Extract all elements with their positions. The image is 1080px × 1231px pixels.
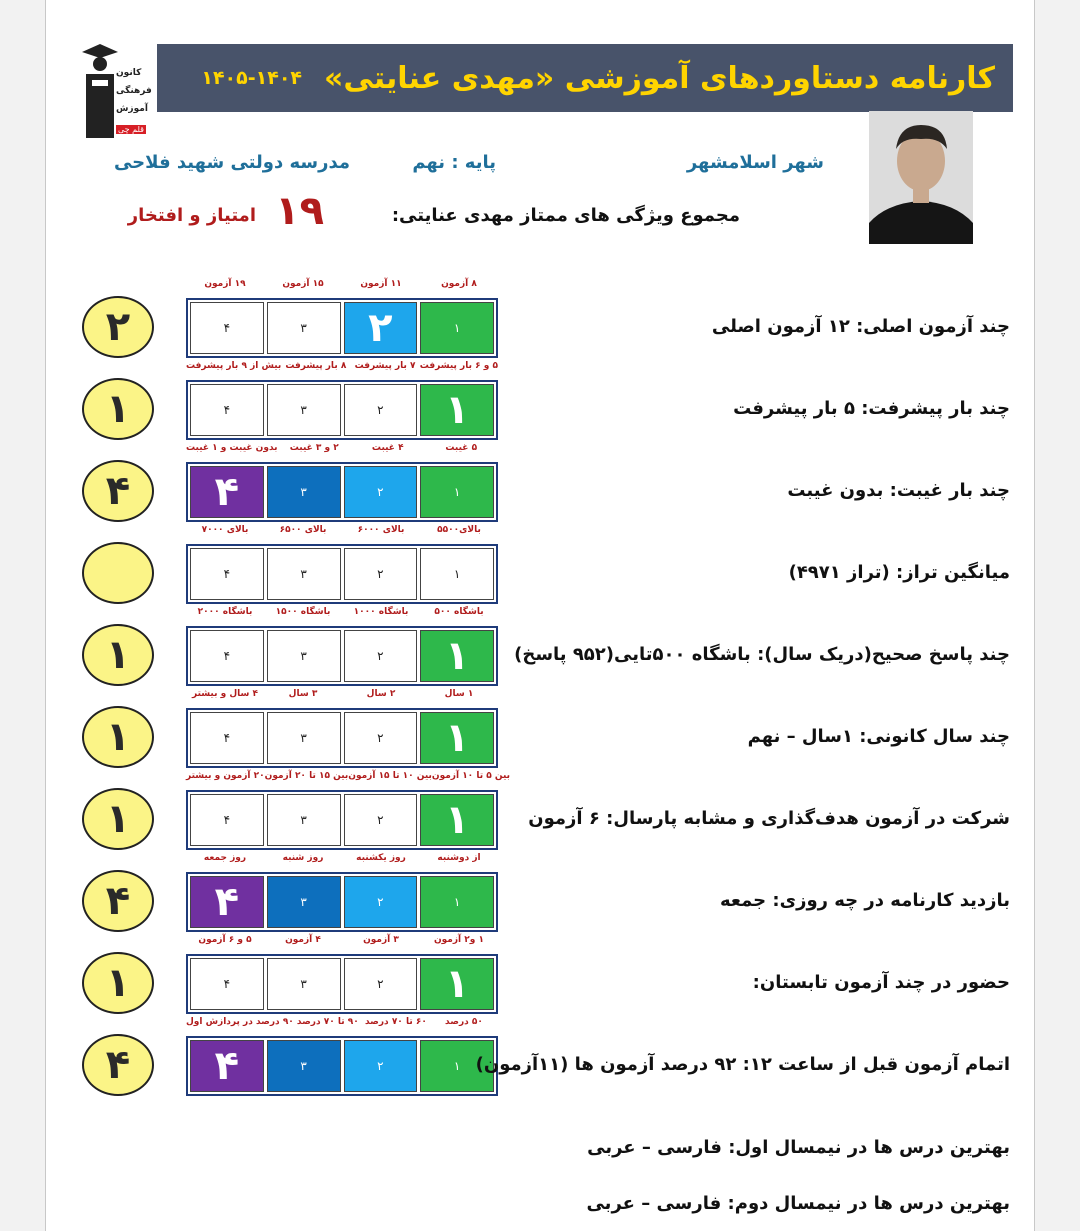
level-cell: ۲ — [344, 466, 418, 518]
level-cell: ۳ — [267, 1040, 341, 1092]
range-label: از دوشنبه — [437, 853, 481, 863]
level-cell: ۴ — [190, 794, 264, 846]
question-label: شرکت در آزمون هدف‌گذاری و مشابه پارسال: ۶ آزمون — [528, 808, 1010, 829]
row-range-labels — [186, 853, 498, 869]
question-label: چند بار پیشرفت: ۵ بار پیشرفت — [733, 398, 1010, 419]
range-label: بالای ۷۰۰۰ — [201, 525, 249, 535]
right-margin — [1034, 0, 1080, 1231]
range-label: بالای۵۵۰۰ — [437, 525, 481, 535]
row-range-labels — [186, 607, 498, 623]
level-cell: ۱ — [420, 712, 494, 764]
range-label: ۵ و ۶ آزمون — [198, 935, 252, 945]
range-label: ۵ و ۶ بار پیشرفت — [419, 361, 498, 371]
question-label: حضور در چند آزمون تابستان: — [752, 972, 1010, 993]
level-cell: ۱ — [420, 876, 494, 928]
level-grid — [186, 298, 498, 358]
level-cell: ۴ — [190, 1040, 264, 1092]
level-cell: ۲ — [344, 712, 418, 764]
range-label: باشگاه ۱۵۰۰ — [275, 607, 331, 617]
score-circle: ۴ — [82, 460, 154, 522]
score-circle: ۱ — [82, 788, 154, 850]
level-cell: ۱ — [420, 630, 494, 682]
row-range-labels — [186, 361, 498, 377]
range-label: ۹۰ تا ۷۰ درصد — [296, 1017, 359, 1027]
best-subjects-first-term: بهترین درس ها در نیمسال اول: فارسی – عربی — [587, 1137, 1010, 1158]
level-cell: ۲ — [344, 958, 418, 1010]
range-label: بین ۵ تا ۱۰ آزمون — [431, 771, 511, 781]
level-cell: ۴ — [190, 876, 264, 928]
range-label: بالای ۶۵۰۰ — [279, 525, 327, 535]
score-circle: ۲ — [82, 296, 154, 358]
level-cell: ۴ — [190, 302, 264, 354]
level-cell: ۳ — [267, 466, 341, 518]
academic-years: ۱۴۰۵-۱۴۰۴ — [201, 67, 303, 89]
school-label: مدرسه دولتی شهید فلاحی — [113, 152, 350, 173]
range-label: ۲۰ آزمون و بیشتر — [186, 771, 265, 781]
level-cell: ۱ — [420, 1040, 494, 1092]
level-cell: ۳ — [267, 548, 341, 600]
row-range-labels — [186, 771, 511, 787]
level-cell: ۴ — [190, 712, 264, 764]
level-grid — [186, 1036, 498, 1096]
student-photo — [869, 111, 973, 244]
level-cell: ۲ — [344, 548, 418, 600]
range-label: بیش از ۹ بار پیشرفت — [186, 361, 282, 371]
score-circle: ۱ — [82, 706, 154, 768]
range-label: ۸ بار پیشرفت — [285, 361, 347, 371]
score-circle: ۱ — [82, 378, 154, 440]
level-cell: ۲ — [344, 876, 418, 928]
level-cell: ۴ — [190, 384, 264, 436]
range-label: ۳ سال — [288, 689, 318, 699]
level-cell: ۲ — [344, 794, 418, 846]
level-cell: ۳ — [267, 302, 341, 354]
logo-line: فرهنگی — [116, 86, 152, 96]
level-cell: ۳ — [267, 630, 341, 682]
range-label: روز جمعه — [203, 853, 247, 863]
range-label: ۷ بار پیشرفت — [354, 361, 416, 371]
range-label: بین ۱۵ تا ۲۰ آزمون — [264, 771, 349, 781]
row-range-labels — [186, 689, 498, 705]
question-label: بازدید کارنامه در چه روزی: جمعه — [720, 890, 1010, 911]
city-label: شهر اسلامشهر — [686, 152, 824, 173]
score-circle: ۱ — [82, 952, 154, 1014]
range-label: ۵۰ درصد — [445, 1017, 483, 1027]
page-title: کارنامه دستاوردهای آموزشی «مهدی عنایتی» — [324, 60, 995, 96]
level-cell: ۴ — [190, 466, 264, 518]
score-circle — [82, 542, 154, 604]
range-label: ۱۵ آزمون — [282, 279, 324, 289]
range-label: ۲ و ۳ غیبت — [289, 443, 339, 453]
level-cell: ۲ — [344, 630, 418, 682]
question-label: چند آزمون اصلی: ۱۲ آزمون اصلی — [711, 316, 1010, 337]
level-cell: ۳ — [267, 876, 341, 928]
level-grid — [186, 872, 498, 932]
question-label: چند پاسخ صحیح(دریک سال): باشگاه ۵۰۰تایی(۹۵۲ پاسخ) — [514, 644, 1010, 665]
score-circle: ۱ — [82, 624, 154, 686]
question-label: چند سال کانونی: ۱سال – نهم — [747, 726, 1010, 747]
level-cell: ۱ — [420, 548, 494, 600]
level-cell: ۴ — [190, 958, 264, 1010]
range-label: ۸ آزمون — [441, 279, 477, 289]
level-grid — [186, 626, 498, 686]
level-grid — [186, 790, 498, 850]
level-grid — [186, 544, 498, 604]
score-circle: ۴ — [82, 1034, 154, 1096]
range-label: باشگاه ۵۰۰ — [434, 607, 484, 617]
question-label: چند بار غیبت: بدون غیبت — [787, 480, 1010, 501]
level-cell: ۳ — [267, 384, 341, 436]
logo-line: کانون — [116, 68, 142, 78]
range-label: ۴ غیبت — [371, 443, 404, 453]
level-cell: ۳ — [267, 712, 341, 764]
range-label: ۱۱ آزمون — [360, 279, 402, 289]
graduate-icon — [78, 40, 118, 140]
level-cell: ۲ — [344, 384, 418, 436]
logo-line: آموزش — [116, 104, 148, 114]
range-label: بین ۱۰ تا ۱۵ آزمون — [348, 771, 432, 781]
range-label: ۴ سال و بیشتر — [191, 689, 259, 699]
level-cell: ۳ — [267, 794, 341, 846]
level-cell: ۱ — [420, 384, 494, 436]
kanoon-logo — [78, 40, 152, 140]
total-score: ۱۹ — [275, 188, 324, 234]
row-range-labels — [186, 443, 498, 459]
range-label: ۴ آزمون — [285, 935, 321, 945]
range-label: ۱ و۲ آزمون — [433, 935, 485, 945]
level-cell: ۴ — [190, 548, 264, 600]
range-label: باشگاه ۱۰۰۰ — [353, 607, 409, 617]
logo-badge: قلم چی — [118, 125, 144, 134]
left-margin — [0, 0, 46, 1231]
level-cell: ۱ — [420, 794, 494, 846]
range-label: ۵ غیبت — [445, 443, 478, 453]
range-label: بدون غیبت و ۱ غیبت — [186, 443, 278, 453]
range-label: ۶۰ تا ۷۰ درصد — [364, 1017, 427, 1027]
range-label: ۱۹ آزمون — [204, 279, 246, 289]
range-label: باشگاه ۲۰۰۰ — [197, 607, 253, 617]
level-grid — [186, 462, 498, 522]
level-grid — [186, 954, 498, 1014]
level-cell: ۱ — [420, 302, 494, 354]
summary-label: مجموع ویژگی های ممتاز مهدی عنایتی: — [391, 205, 740, 226]
range-label: روز شنبه — [282, 853, 324, 863]
level-grid — [186, 708, 498, 768]
level-cell: ۲ — [344, 302, 418, 354]
range-label: بالای ۶۰۰۰ — [357, 525, 405, 535]
question-label: اتمام آزمون قبل از ساعت ۱۲: ۹۲ درصد آزمون ها (۱۱آزمون) — [475, 1054, 1010, 1075]
level-cell: ۲ — [344, 1040, 418, 1092]
row-range-labels — [186, 279, 498, 295]
row-range-labels — [186, 525, 498, 541]
score-suffix: امتیاز و افتخار — [127, 205, 256, 226]
range-label: ۳ آزمون — [363, 935, 399, 945]
header-bar — [157, 44, 1013, 112]
range-label: ۲ سال — [366, 689, 396, 699]
level-cell: ۳ — [267, 958, 341, 1010]
range-label: ۹۰ درصد در پردازش اول — [186, 1017, 294, 1027]
row-range-labels — [186, 935, 498, 951]
level-cell: ۴ — [190, 630, 264, 682]
best-subjects-second-term: بهترین درس ها در نیمسال دوم: فارسی – عربی — [586, 1193, 1010, 1214]
level-cell: ۱ — [420, 466, 494, 518]
level-grid — [186, 380, 498, 440]
score-circle: ۴ — [82, 870, 154, 932]
range-label: روز یکشنبه — [356, 853, 406, 863]
level-cell: ۱ — [420, 958, 494, 1010]
row-range-labels — [186, 1017, 498, 1033]
grade-label: پایه : نهم — [412, 152, 496, 173]
range-label: ۱ سال — [444, 689, 474, 699]
question-label: میانگین تراز: (تراز ۴۹۷۱) — [788, 562, 1010, 583]
